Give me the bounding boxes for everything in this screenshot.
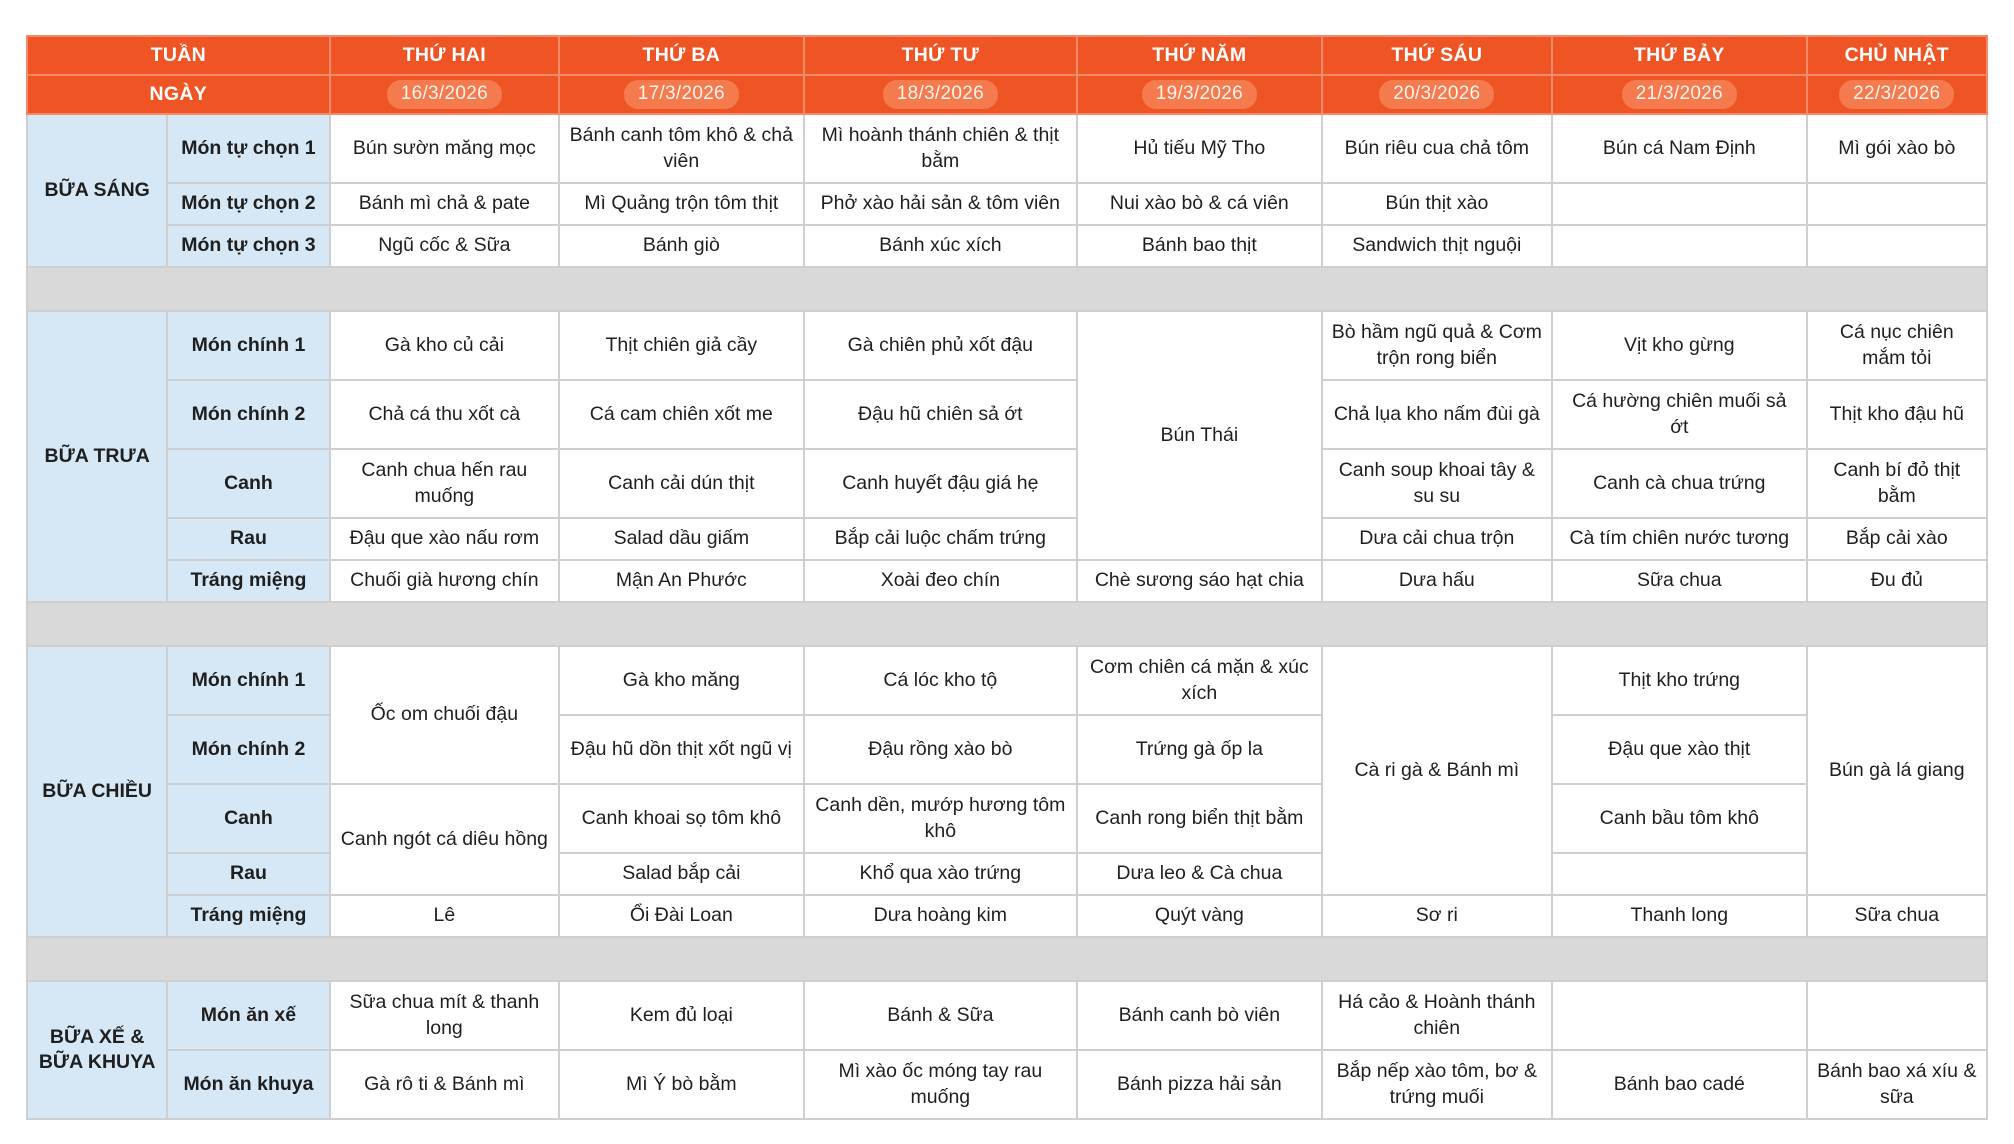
menu-cell: Canh soup khoai tây & su su	[1322, 449, 1552, 518]
date-tue: 17/3/2026	[624, 80, 739, 109]
row-label: Canh	[167, 784, 329, 853]
menu-cell: Bánh pizza hải sản	[1077, 1050, 1321, 1119]
menu-cell: Cà tím chiên nước tương	[1552, 518, 1807, 560]
menu-cell: Mì hoành thánh chiên & thịt bằm	[804, 114, 1078, 183]
menu-cell	[1552, 183, 1807, 225]
meal-label-dinner: BỮA CHIỀU	[27, 646, 167, 937]
menu-cell: Thịt chiên giả cầy	[559, 311, 803, 380]
menu-cell: Thanh long	[1552, 895, 1807, 937]
row-label: Tráng miệng	[167, 895, 329, 937]
date-cell	[330, 75, 559, 114]
row-label: Canh	[167, 449, 329, 518]
menu-cell: Bánh bao cadé	[1552, 1050, 1807, 1119]
menu-cell: Gà kho củ cải	[330, 311, 559, 380]
menu-cell: Bánh xúc xích	[804, 225, 1078, 267]
menu-cell: Gà kho măng	[559, 646, 803, 715]
menu-cell-merged: Canh ngót cá diêu hồng	[330, 784, 559, 895]
menu-cell: Bún riêu cua chả tôm	[1322, 114, 1552, 183]
menu-cell: Dưa hấu	[1322, 560, 1552, 602]
menu-cell: Sữa chua	[1552, 560, 1807, 602]
menu-cell: Sơ ri	[1322, 895, 1552, 937]
menu-cell: Vịt kho gừng	[1552, 311, 1807, 380]
row-label: Món chính 1	[167, 311, 329, 380]
separator-row	[27, 602, 1987, 646]
day-header-mon: THỨ HAI	[330, 36, 559, 75]
day-header-wed: THỨ TƯ	[804, 36, 1078, 75]
menu-cell: Bánh bao xá xíu & sữa	[1807, 1050, 1987, 1119]
menu-cell: Thịt kho trứng	[1552, 646, 1807, 715]
row-label: Tráng miệng	[167, 560, 329, 602]
row-label: Món chính 1	[167, 646, 329, 715]
date-wed: 18/3/2026	[883, 80, 998, 109]
row-label: Món tự chọn 1	[167, 114, 329, 183]
menu-cell	[1552, 981, 1807, 1050]
menu-cell: Dưa cải chua trộn	[1322, 518, 1552, 560]
date-sun: 22/3/2026	[1839, 80, 1954, 109]
row-label: Món chính 2	[167, 715, 329, 784]
meal-label-line: BỮA KHUYA	[38, 1051, 156, 1073]
menu-cell	[1552, 853, 1807, 895]
menu-cell: Trứng gà ốp la	[1077, 715, 1321, 784]
day-header-tue: THỨ BA	[559, 36, 803, 75]
menu-cell: Bắp nếp xào tôm, bơ & trứng muối	[1322, 1050, 1552, 1119]
menu-cell: Canh dền, mướp hương tôm khô	[804, 784, 1078, 853]
menu-cell: Canh bầu tôm khô	[1552, 784, 1807, 853]
menu-cell: Xoài đeo chín	[804, 560, 1078, 602]
menu-cell: Đậu hũ chiên sả ớt	[804, 380, 1078, 449]
menu-cell: Hủ tiếu Mỹ Tho	[1077, 114, 1321, 183]
menu-cell: Bánh bao thịt	[1077, 225, 1321, 267]
day-header-fri: THỨ SÁU	[1322, 36, 1552, 75]
menu-cell: Bánh giò	[559, 225, 803, 267]
menu-cell: Bánh canh tôm khô & chả viên	[559, 114, 803, 183]
menu-cell: Gà chiên phủ xốt đậu	[804, 311, 1078, 380]
menu-cell: Gà rô ti & Bánh mì	[330, 1050, 559, 1119]
day-header-thu: THỨ NĂM	[1077, 36, 1321, 75]
menu-cell-merged: Ốc om chuối đậu	[330, 646, 559, 784]
menu-cell: Canh cà chua trứng	[1552, 449, 1807, 518]
menu-cell: Đậu hũ dồn thịt xốt ngũ vị	[559, 715, 803, 784]
menu-cell: Đậu que xào thịt	[1552, 715, 1807, 784]
menu-cell: Bún thịt xào	[1322, 183, 1552, 225]
date-cell	[559, 75, 803, 114]
meal-label-snack	[27, 981, 167, 1119]
menu-cell: Mận An Phước	[559, 560, 803, 602]
menu-cell	[1807, 183, 1987, 225]
menu-cell: Bánh canh bò viên	[1077, 981, 1321, 1050]
row-label: Rau	[167, 518, 329, 560]
menu-cell: Mì Ý bò bằm	[559, 1050, 803, 1119]
row-label: Món ăn khuya	[167, 1050, 329, 1119]
separator-row	[27, 267, 1987, 311]
menu-cell-merged: Bún Thái	[1077, 311, 1321, 560]
menu-cell: Mì gói xào bò	[1807, 114, 1987, 183]
menu-cell: Chuối già hương chín	[330, 560, 559, 602]
date-cell	[1552, 75, 1807, 114]
menu-cell: Khổ qua xào trứng	[804, 853, 1078, 895]
row-label: Rau	[167, 853, 329, 895]
date-thu: 19/3/2026	[1142, 80, 1257, 109]
menu-cell: Dưa leo & Cà chua	[1077, 853, 1321, 895]
menu-cell: Cá lóc kho tộ	[804, 646, 1078, 715]
date-mon: 16/3/2026	[387, 80, 502, 109]
menu-cell: Phở xào hải sản & tôm viên	[804, 183, 1078, 225]
menu-cell: Canh khoai sọ tôm khô	[559, 784, 803, 853]
menu-cell: Chả lụa kho nấm đùi gà	[1322, 380, 1552, 449]
date-sat: 21/3/2026	[1622, 80, 1737, 109]
menu-cell: Bắp cải xào	[1807, 518, 1987, 560]
menu-cell: Bún sườn măng mọc	[330, 114, 559, 183]
meal-label-lunch: BỮA TRƯA	[27, 311, 167, 602]
menu-cell: Đậu rồng xào bò	[804, 715, 1078, 784]
meal-label-breakfast: BỮA SÁNG	[27, 114, 167, 267]
menu-cell: Đậu que xào nấu rơm	[330, 518, 559, 560]
menu-cell: Canh bí đỏ thịt bằm	[1807, 449, 1987, 518]
menu-cell: Chả cá thu xốt cà	[330, 380, 559, 449]
date-cell	[1807, 75, 1987, 114]
date-cell	[1077, 75, 1321, 114]
menu-cell: Cá cam chiên xốt me	[559, 380, 803, 449]
menu-cell: Kem đủ loại	[559, 981, 803, 1050]
menu-cell: Canh rong biển thịt bằm	[1077, 784, 1321, 853]
menu-cell: Chè sương sáo hạt chia	[1077, 560, 1321, 602]
row-label: Món tự chọn 2	[167, 183, 329, 225]
meal-label-line: BỮA XẾ &	[49, 1025, 145, 1048]
menu-cell: Ổi Đài Loan	[559, 895, 803, 937]
menu-cell: Lê	[330, 895, 559, 937]
menu-cell: Há cảo & Hoành thánh chiên	[1322, 981, 1552, 1050]
menu-cell: Canh huyết đậu giá hẹ	[804, 449, 1078, 518]
weekly-menu-table	[26, 35, 1988, 1120]
menu-cell: Canh chua hến rau muống	[330, 449, 559, 518]
menu-cell: Mì xào ốc móng tay rau muống	[804, 1050, 1078, 1119]
menu-cell: Bún cá Nam Định	[1552, 114, 1807, 183]
row-label: Món chính 2	[167, 380, 329, 449]
menu-cell	[1807, 225, 1987, 267]
menu-cell	[1552, 225, 1807, 267]
row-label: Món tự chọn 3	[167, 225, 329, 267]
menu-cell: Mì Quảng trộn tôm thịt	[559, 183, 803, 225]
menu-cell: Thịt kho đậu hũ	[1807, 380, 1987, 449]
menu-cell: Đu đủ	[1807, 560, 1987, 602]
menu-cell: Sandwich thịt nguội	[1322, 225, 1552, 267]
separator-row	[27, 937, 1987, 981]
menu-cell: Bánh & Sữa	[804, 981, 1078, 1050]
date-cell	[1322, 75, 1552, 114]
menu-cell: Canh cải dún thịt	[559, 449, 803, 518]
menu-cell: Bắp cải luộc chấm trứng	[804, 518, 1078, 560]
menu-cell: Quýt vàng	[1077, 895, 1321, 937]
row-label: Món ăn xế	[167, 981, 329, 1050]
menu-cell: Sữa chua	[1807, 895, 1987, 937]
menu-cell: Cá nục chiên mắm tỏi	[1807, 311, 1987, 380]
menu-cell-merged: Bún gà lá giang	[1807, 646, 1987, 895]
menu-cell: Bò hầm ngũ quả & Cơm trộn rong biển	[1322, 311, 1552, 380]
day-header-sat: THỨ BẢY	[1552, 36, 1807, 75]
menu-cell: Salad dầu giấm	[559, 518, 803, 560]
date-header: NGÀY	[27, 75, 330, 114]
menu-cell: Cá hường chiên muối sả ớt	[1552, 380, 1807, 449]
menu-cell: Dưa hoàng kim	[804, 895, 1078, 937]
menu-cell-merged: Cà ri gà & Bánh mì	[1322, 646, 1552, 895]
week-header: TUẦN	[27, 36, 330, 75]
menu-cell: Salad bắp cải	[559, 853, 803, 895]
menu-cell: Sữa chua mít & thanh long	[330, 981, 559, 1050]
menu-cell: Bánh mì chả & pate	[330, 183, 559, 225]
menu-cell: Nui xào bò & cá viên	[1077, 183, 1321, 225]
menu-cell: Ngũ cốc & Sữa	[330, 225, 559, 267]
menu-cell: Cơm chiên cá mặn & xúc xích	[1077, 646, 1321, 715]
menu-cell	[1807, 981, 1987, 1050]
date-fri: 20/3/2026	[1379, 80, 1494, 109]
date-cell	[804, 75, 1078, 114]
day-header-sun: CHỦ NHẬT	[1807, 36, 1987, 75]
